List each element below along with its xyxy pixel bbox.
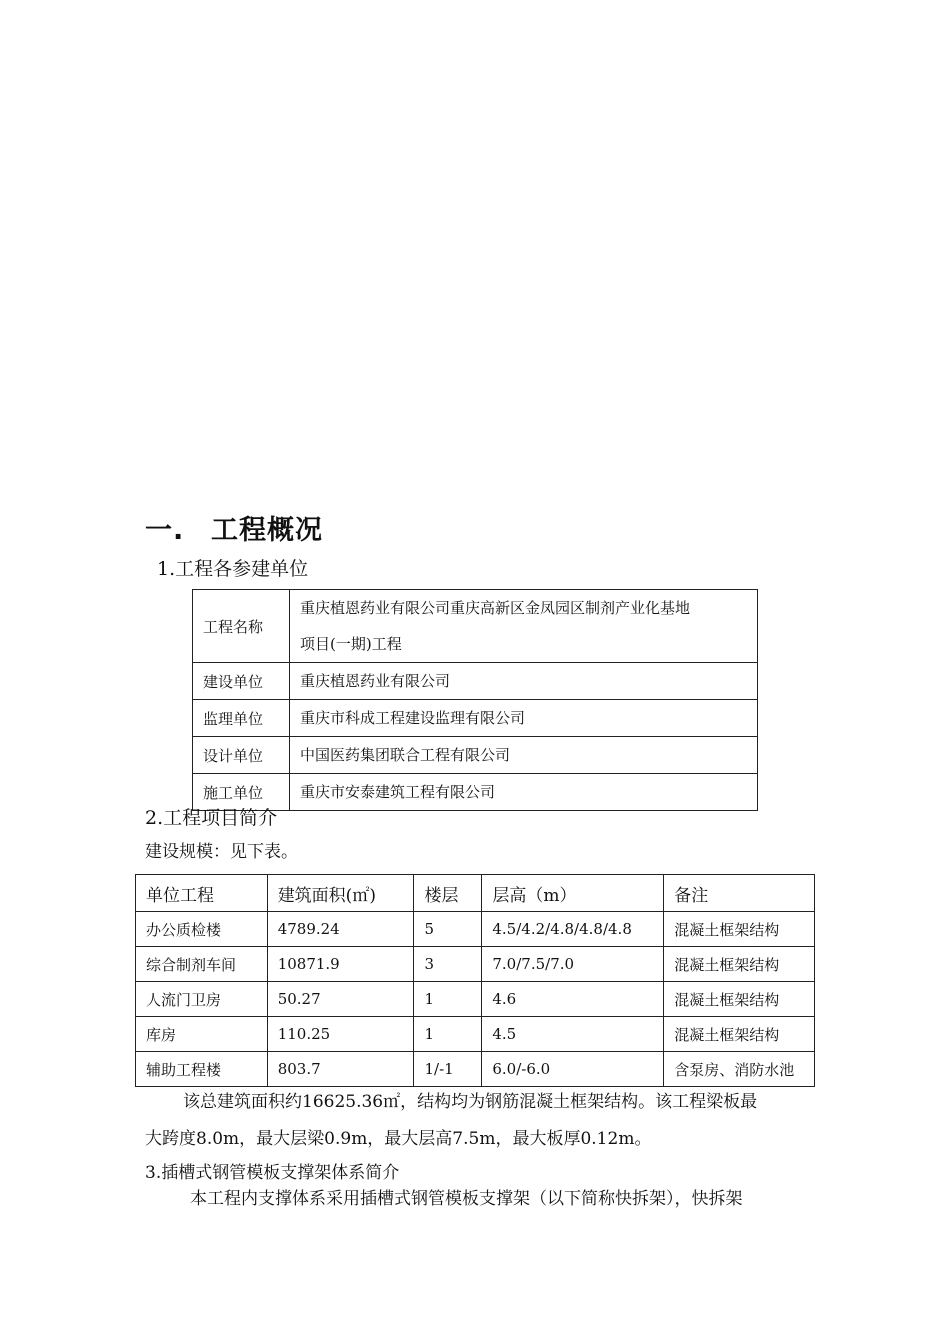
cell: 1: [414, 982, 482, 1017]
table-row: [136, 982, 815, 1017]
table-row: [136, 1017, 815, 1052]
value-line: 重庆植恩药业有限公司重庆高新区金凤园区制剂产业化基地: [300, 599, 691, 617]
participants-table: [192, 589, 758, 811]
support-paragraph-line: 本工程内支撑体系采用插槽式钢管模板支撑架（以下简称快拆架），快拆架: [190, 1189, 743, 1209]
table-row: [193, 700, 758, 737]
cell: 含泵房、消防水池: [664, 1052, 815, 1087]
row-value: 重庆市安泰建筑工程有限公司: [290, 774, 758, 811]
summary-paragraph-line: 该总建筑面积约16625.36㎡，结构均为钢筋混凝土框架结构。该工程梁板最: [183, 1092, 758, 1112]
cell: 110.25: [267, 1017, 414, 1052]
table-row: [136, 912, 815, 947]
row-key: 监理单位: [193, 700, 290, 737]
table-row: [193, 663, 758, 700]
section-title: 工程概况: [211, 515, 323, 546]
cell: 5: [414, 912, 482, 947]
subheading-participants: 1.工程各参建单位: [157, 558, 309, 580]
row-key: 施工单位: [193, 774, 290, 811]
cell: 6.0/-6.0: [482, 1052, 664, 1087]
cell: 人流门卫房: [136, 982, 268, 1017]
cell: 7.0/7.5/7.0: [482, 947, 664, 982]
cell: 4.6: [482, 982, 664, 1017]
section-heading: [145, 508, 323, 547]
value-line: 项目(一期)工程: [300, 635, 402, 653]
cell: 综合制剂车间: [136, 947, 268, 982]
table-row: [136, 1052, 815, 1087]
subheading-support-system: 3.插槽式钢管模板支撑架体系简介: [145, 1163, 400, 1183]
table-header-row: [136, 875, 815, 912]
buildings-table: [135, 874, 815, 1087]
row-key: 设计单位: [193, 737, 290, 774]
cell: 混凝土框架结构: [664, 1017, 815, 1052]
header-cell: 层高（m）: [482, 875, 664, 912]
row-value: [290, 590, 758, 663]
cell: 库房: [136, 1017, 268, 1052]
section-number: 一.: [145, 515, 185, 546]
header-cell: 备注: [664, 875, 815, 912]
cell: 辅助工程楼: [136, 1052, 268, 1087]
row-value: 重庆植恩药业有限公司: [290, 663, 758, 700]
cell: 4.5/4.2/4.8/4.8/4.8: [482, 912, 664, 947]
cell: 办公质检楼: [136, 912, 268, 947]
row-value: 中国医药集团联合工程有限公司: [290, 737, 758, 774]
header-cell: 单位工程: [136, 875, 268, 912]
cell: 50.27: [267, 982, 414, 1017]
subheading-project-intro: 2.工程项目简介: [145, 807, 278, 829]
cell: 混凝土框架结构: [664, 912, 815, 947]
cell: 4.5: [482, 1017, 664, 1052]
row-value: 重庆市科成工程建设监理有限公司: [290, 700, 758, 737]
table-row: [193, 737, 758, 774]
cell: 3: [414, 947, 482, 982]
cell: 1/-1: [414, 1052, 482, 1087]
cell: 1: [414, 1017, 482, 1052]
cell: 803.7: [267, 1052, 414, 1087]
row-key: 建设单位: [193, 663, 290, 700]
cell: 4789.24: [267, 912, 414, 947]
cell: 混凝土框架结构: [664, 947, 815, 982]
cell: 混凝土框架结构: [664, 982, 815, 1017]
table-row: [193, 590, 758, 663]
row-key: 工程名称: [193, 590, 290, 663]
header-cell: 建筑面积(㎡): [267, 875, 414, 912]
cell: 10871.9: [267, 947, 414, 982]
summary-paragraph-line: 大跨度8.0m，最大层梁0.9m，最大层高7.5m，最大板厚0.12m。: [145, 1129, 652, 1149]
table-row: [136, 947, 815, 982]
scale-label: 建设规模：见下表。: [145, 842, 298, 862]
table-row: [193, 774, 758, 811]
header-cell: 楼层: [414, 875, 482, 912]
